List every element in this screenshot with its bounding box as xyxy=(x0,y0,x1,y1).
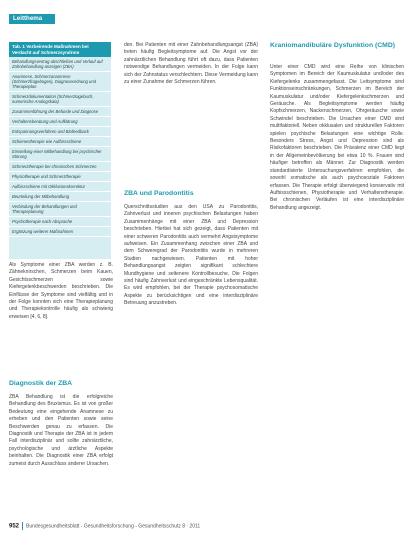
table-item: Anamnese, Schmerzanamnese (Schmerzfragebogen), Diagnoseordnung und Therapieplan xyxy=(9,72,111,92)
column-1-bottom-text xyxy=(9,394,113,516)
table-item: Physiotherapie und Schmerztherapie xyxy=(9,172,111,182)
table-item: Behandlungsvertrag abschließen und Verlauf auf Zahnbehandlung anzeigen (ZBA) xyxy=(9,57,111,72)
journal-name: Bundesgesundheitsblatt - Gesundheitsforschung - Gesundheitsschutz 8 · 2011 xyxy=(26,523,201,530)
section-tab xyxy=(9,14,55,24)
table-box xyxy=(9,42,111,259)
paragraph: den. Bei Patienten mit einer Zahnbehandlungsangst (ZBA) treten häufig Begleitsymptome auf. Die Angst vor der zahnärztlichen Behandlung führt oft dazu, dass Patienten notwendige Behandlungen vermeiden. In der Folge kann sich der Zahnstatus verschlechtern. Diese Vermeidung kann zu einer Zunahme der Schmerzen führen. xyxy=(124,42,258,86)
table-item: Schienentherapie wie Aufbissschiene xyxy=(9,137,111,147)
column-2-top-text xyxy=(124,42,258,88)
page-footer xyxy=(9,522,404,531)
table-item: Beurteilung der Mitbehandlung xyxy=(9,192,111,202)
section-tab-label: Leitthema xyxy=(13,15,43,22)
column-2-bottom-text xyxy=(124,204,258,516)
column-1-top-text xyxy=(9,262,113,378)
paragraph: ZBA Behandlung ist die erfolgreiche Behandlung des Bruxismus. Es ist von großer Bedeutung eine eingehende Anamnese zu erheben und den Patienten sowie seine Beschwerden genau zu erfassen. Die Diagnostik und Therapie der ZBA ist in jedem Fall interdisziplinär und sollte zahnärztliche, psychologische und ärztliche Aspekte beinhalten. Die Diagnostik einer ZBA erfolgt zumeist durch Ausschluss anderer Ursachen. xyxy=(9,394,113,467)
paragraph: Unter einer CMD wird eine Reihe von klinischen Symptomen im Bereich der Kaumuskulatur und/oder des Kiefergelenks zusammengefasst. Die Leitsymptome sind Funktionseinschränkungen, Schmerzen im Bereich der Kaumuskulatur und/oder Kiefergelenkschmerzen und Geräusche. Als Begleitsymptome werden häufig Kopfschmerzen, Nackenschmerzen, Ohrgeräusche sowie Schwindel beschrieben. Die Ursachen einer CMD sind multifaktoriell. Neben okklusalen und strukturellen Faktoren spielen psychische Belastungen eine wichtige Rolle. Besonders Stress, Angst und Depression sind als Risikofaktoren beschrieben. Die Prävalenz einer CMD liegt in der Allgemeinbevölkerung bei etwa 10 %. Frauen sind häufiger betroffen als Männer. Zur Diagnostik werden standardisierte Untersuchungsverfahren empfohlen, die sowohl somatische als auch psychosoziale Faktoren erfassen. Die Therapie erfolgt überwiegend konservativ mit Aufbissschienen, Physiotherapie und Verhaltenstherapie. Bei chronischen Verläufen ist eine interdisziplinäre Behandlung angezeigt. xyxy=(270,64,404,211)
page-number: 952 xyxy=(9,523,20,530)
table-item: Aufbissschiene mit Okklusionskorrektur xyxy=(9,182,111,192)
table-item: Verbindung der Behandlungen und Therapieplanung xyxy=(9,202,111,217)
table-items xyxy=(9,57,111,237)
table-item: Schmerzdokumentation (Schmerztagebuch, numerische Analogskala) xyxy=(9,92,111,107)
table-item: Einstellung einer Mitbehandlung bei psychischer Störung xyxy=(9,147,111,162)
table-title: Tab. 1 Vorbeirende Maßnahmen bei Verdacht auf Schmerzsyndrom xyxy=(9,42,111,57)
section-heading-parodontitis: ZBA und Parodontitis xyxy=(124,190,194,197)
section-heading-cmd: Kraniomandibuläre Dysfunktion (CMD) xyxy=(270,42,395,49)
column-3-text xyxy=(270,64,404,516)
table-item: Zusammenführung der Befunde und Diagnose xyxy=(9,107,111,117)
paragraph: Querschnittsstudien aus den USA zu Parodontitis, Zahnverlust und inneren psychischen Belastungen haben Zusammenhänge mit einer ZBA und Depression beschrieben. Hierbei hat sich gezeigt, dass Patienten mit einer schweren Parodontitis auch vermehrt Angstsymptome aufweisen. Ein Zusammenhang zwischen einer ZBA und dem Schweregrad der Parodontitis wurde in mehreren Studien nachgewiesen. Patienten mit hoher Behandlungsangst zeigten signifikant schlechtere Mundhygiene und seltenere Kontrollbesuche. Die Folgen sind häufig Zahnverlust und eingeschränkte Lebensqualität. Es wird empfohlen, bei der Therapie psychosomatische Aspekte zu berücksichtigen und eine interdisziplinäre Betreuung anzustreben. xyxy=(124,204,258,307)
table-item: Entspannungsverfahren und Biofeedback xyxy=(9,127,111,137)
table-item: Psychotherapie nach Absprache xyxy=(9,217,111,227)
table-item: Verhaltensberatung und Aufklärung xyxy=(9,117,111,127)
table-item: Schmerztherapie bei chronischen Schmerzen xyxy=(9,162,111,172)
paragraph: Als Symptome einer ZBA werden z. B. Zähneknirschen, Schmerzen beim Kauen, Gesichtsschmerzen sowie Kiefergelenkbeschwerden beschrieben. Die Einflüsse der Symptome sind vielfältig und in der Folge konnten sich eine Therapieplanung und Therapiekontrolle häufig als schwierig erweisen [4, 6, 8]. xyxy=(9,262,113,320)
table-item: Ergänzung weiterer Maßnahmen xyxy=(9,227,111,237)
section-heading-diagnostik: Diagnostik der ZBA xyxy=(9,380,73,387)
footer-divider xyxy=(22,522,23,530)
